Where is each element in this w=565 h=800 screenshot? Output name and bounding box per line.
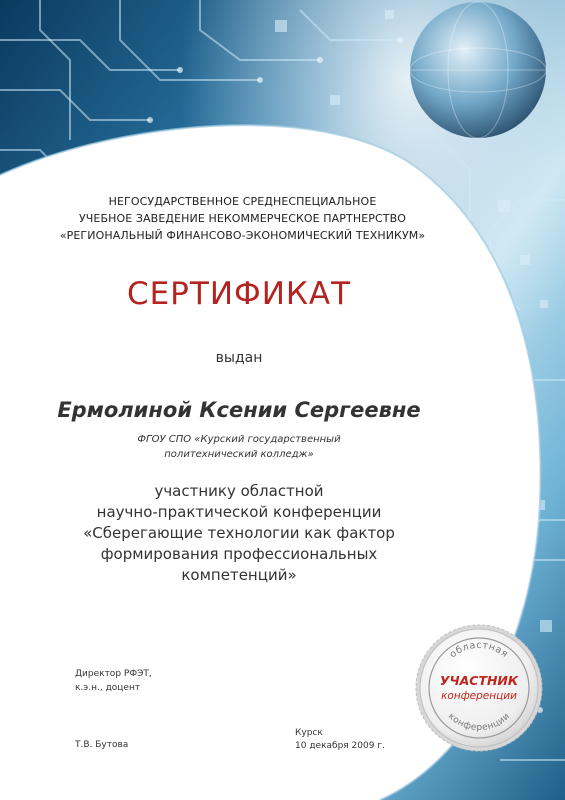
certificate-body xyxy=(0,481,478,586)
organization-line-1: НЕГОСУДАРСТВЕННОЕ СРЕДНЕСПЕЦИАЛЬНОЕ xyxy=(108,195,377,208)
body-line-3: «Сберегающие технологии как фактор xyxy=(83,524,395,542)
stamp-top-arc: областная xyxy=(447,639,511,661)
participant-stamp xyxy=(413,622,545,754)
organization-line-3: «РЕГИОНАЛЬНЫЙ ФИНАНСОВО-ЭКОНОМИЧЕСКИЙ ТЕХНИКУМ» xyxy=(59,229,426,242)
signatory-position xyxy=(75,667,152,695)
institution-line-2: политехнический колледж» xyxy=(164,449,314,460)
institution-line-1: ФГОУ СПО «Курский государственный xyxy=(137,434,341,445)
certificate-title: СЕРТИФИКАТ xyxy=(126,276,352,312)
stamp-bottom-arc: конференции xyxy=(445,711,513,734)
issued-label: выдан xyxy=(215,350,263,366)
body-line-1: участнику областной xyxy=(154,482,324,500)
date: 10 декабря 2009 г. xyxy=(295,741,385,751)
place-date xyxy=(295,727,385,753)
body-line-4: формирования профессиональных xyxy=(100,545,378,563)
stamp-main: УЧАСТНИК xyxy=(439,673,519,688)
recipient-institution xyxy=(0,432,478,462)
body-line-2: научно-практической конференции xyxy=(96,503,382,521)
city: Курск xyxy=(295,728,323,738)
body-line-5: компетенций» xyxy=(181,566,297,584)
organization-line-2: УЧЕБНОЕ ЗАВЕДЕНИЕ НЕКОММЕРЧЕСКОЕ ПАРТНЕРСТВО xyxy=(78,212,407,225)
stamp-sub: конференции xyxy=(441,690,517,702)
signatory-position-line-2: к.э.н., доцент xyxy=(75,683,141,693)
signatory-name: Т.В. Бутова xyxy=(75,740,129,750)
signatory-position-line-1: Директор РФЭТ, xyxy=(75,669,152,679)
recipient-name: Ермолиной Ксении Сергеевне xyxy=(57,398,421,422)
organization-header xyxy=(0,193,485,244)
